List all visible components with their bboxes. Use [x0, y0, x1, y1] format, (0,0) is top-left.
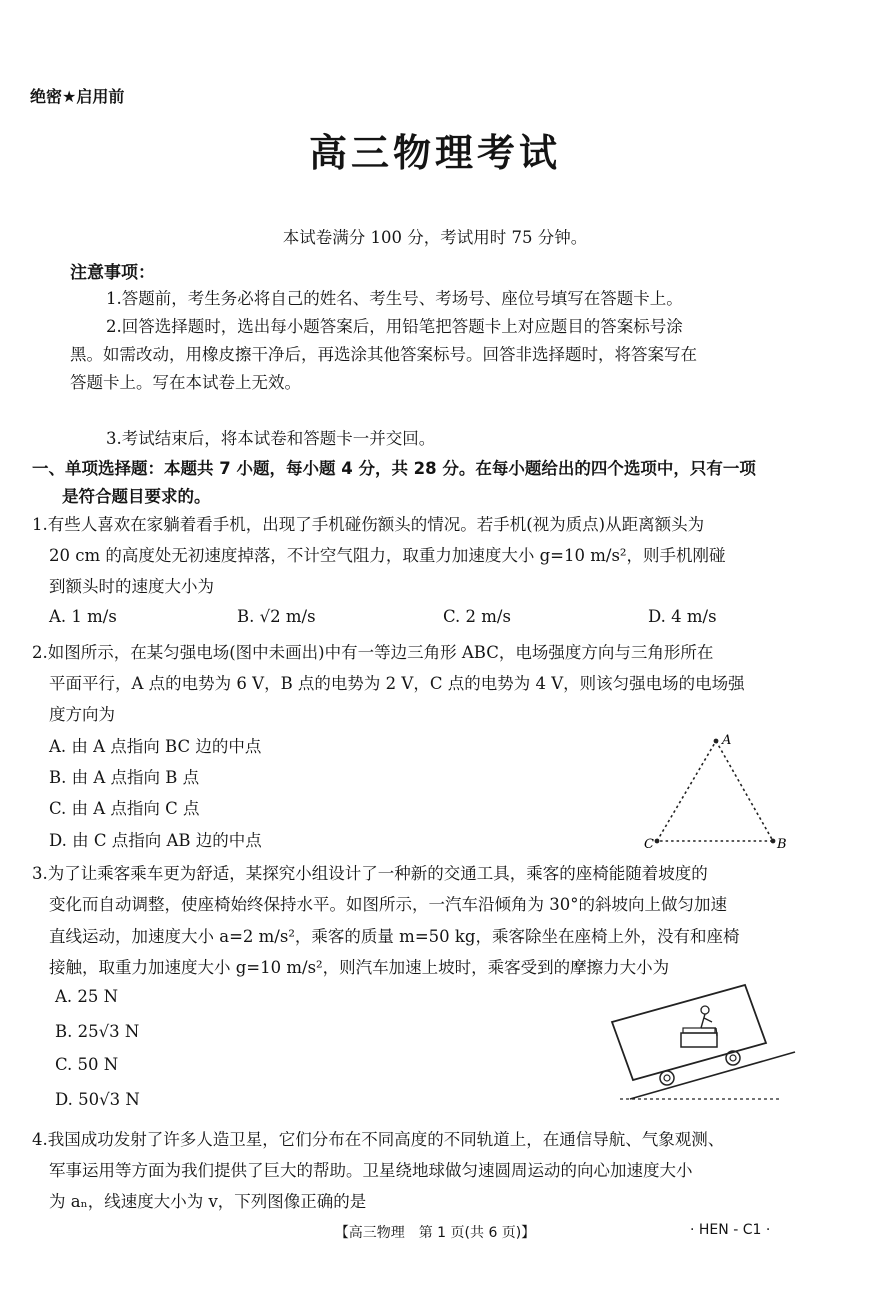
q3-line: 直线运动，加速度大小 a=2 m/s²，乘客的质量 m=50 kg，乘客除坐在座椅上外，没有和座椅 — [49, 927, 740, 946]
q2-line: 2.如图所示，在某匀强电场(图中未画出)中有一等边三角形 ABC，电场强度方向与三角形所在 — [32, 643, 714, 662]
q2-option-d: D. 由 C 点指向 AB 边的中点 — [49, 831, 262, 850]
q3-line: 接触，取重力加速度大小 g=10 m/s²，则汽车加速上坡时，乘客受到的摩擦力大小为 — [49, 958, 670, 977]
q1-option-c: C. 2 m/s — [443, 607, 511, 626]
q1-line: 1.有些人喜欢在家躺着看手机，出现了手机碰伤额头的情况。若手机(视为质点)从距离额头为 — [32, 515, 705, 534]
q2-option-c: C. 由 A 点指向 C 点 — [49, 799, 200, 818]
q2-line: 平面平行，A 点的电势为 6 V，B 点的电势为 2 V，C 点的电势为 4 V，则该匀强电场的电场强 — [49, 674, 745, 693]
label-c: C — [644, 837, 654, 852]
q4-line: 为 aₙ，线速度大小为 v，下列图像正确的是 — [49, 1192, 367, 1211]
paper-code: · HEN - C1 · — [690, 1222, 771, 1238]
note-line: 答题卡上。写在本试卷上无效。 — [70, 373, 301, 392]
note-line: 3.考试结束后，将本试卷和答题卡一并交回。 — [106, 429, 436, 448]
section-heading-cont: 是符合题目要求的。 — [62, 487, 211, 506]
q3-option-c: C. 50 N — [55, 1055, 119, 1074]
q2-option-b: B. 由 A 点指向 B 点 — [49, 768, 200, 787]
page-footer: 【高三物理 第 1 页(共 6 页)】 — [334, 1225, 536, 1241]
exam-info: 本试卷满分 100 分，考试用时 75 分钟。 — [282, 228, 588, 247]
page-title: 高三物理考试 — [308, 131, 561, 175]
note-line: 2.回答选择题时，选出每小题答案后，用铅笔把答题卡上对应题目的答案标号涂 — [106, 317, 683, 336]
q1-line: 20 cm 的高度处无初速度掉落，不计空气阻力，取重力加速度大小 g=10 m/s²，则手机刚碰 — [49, 546, 726, 565]
label-b: B — [777, 837, 787, 852]
q1-line: 到额头时的速度大小为 — [49, 577, 214, 596]
q2-line: 度方向为 — [49, 705, 115, 724]
q2-option-a: A. 由 A 点指向 BC 边的中点 — [49, 737, 262, 756]
q3-line: 变化而自动调整，使座椅始终保持水平。如图所示，一汽车沿倾角为 30°的斜坡向上做匀加速 — [49, 895, 727, 914]
q4-line: 军事运用等方面为我们提供了巨大的帮助。卫星绕地球做匀速圆周运动的向心加速度大小 — [49, 1161, 693, 1180]
secret-mark: 绝密★启用前 — [30, 87, 125, 106]
notes-heading: 注意事项： — [70, 263, 155, 283]
section-heading: 一、单项选择题：本题共 7 小题，每小题 4 分，共 28 分。在每小题给出的四个选项中，只有一项 — [32, 459, 756, 478]
note-line: 黑。如需改动，用橡皮擦干净后，再选涂其他答案标号。回答非选择题时，将答案写在 — [70, 345, 697, 364]
q3-line: 3.为了让乘客乘车更为舒适，某探究小组设计了一种新的交通工具，乘客的座椅能随着坡度的 — [32, 864, 708, 883]
q1-option-d: D. 4 m/s — [648, 607, 717, 626]
label-a: A — [722, 733, 732, 748]
q3-option-d: D. 50√3 N — [55, 1090, 140, 1109]
q1-option-a: A. 1 m/s — [49, 607, 117, 626]
q3-option-b: B. 25√3 N — [55, 1022, 140, 1041]
q1-option-b: B. √2 m/s — [237, 607, 316, 626]
note-line: 1.答题前，考生务必将自己的姓名、考生号、考场号、座位号填写在答题卡上。 — [106, 289, 683, 308]
q4-line: 4.我国成功发射了许多人造卫星，它们分布在不同高度的不同轨道上，在通信导航、气象观测、 — [32, 1130, 725, 1149]
q3-option-a: A. 25 N — [55, 987, 119, 1006]
